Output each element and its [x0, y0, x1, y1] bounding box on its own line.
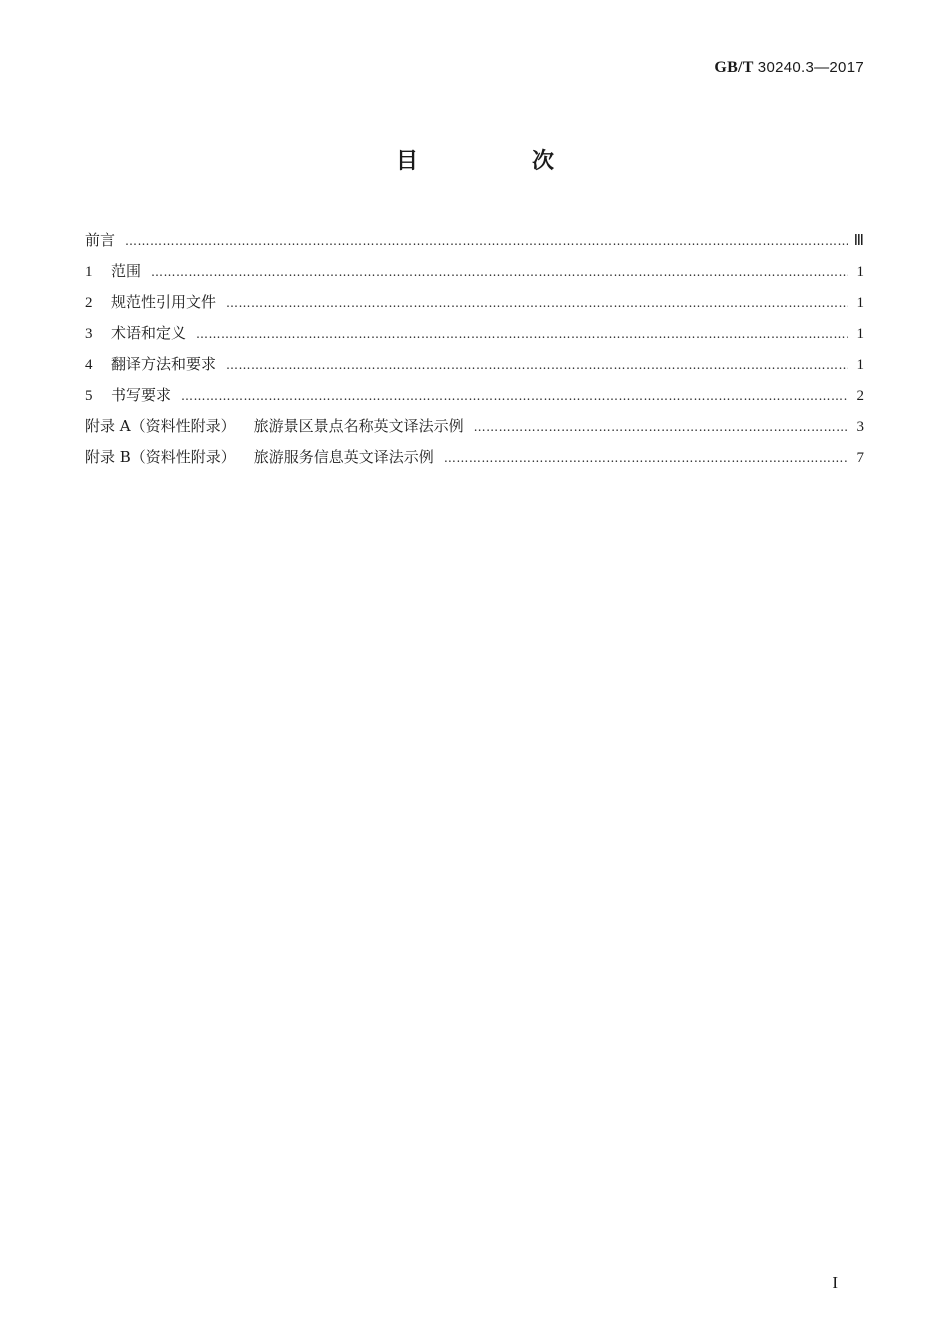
- toc-entry-label: [85, 445, 434, 469]
- toc-entry-normative-references[interactable]: [85, 290, 864, 321]
- toc-entry-terms-definitions[interactable]: [85, 321, 864, 352]
- toc-entry-page: 2: [856, 388, 864, 404]
- toc-entry-label: [85, 414, 464, 438]
- toc-entry-annex-b[interactable]: [85, 445, 864, 476]
- annex-designation: 附录 A（资料性附录）: [85, 417, 236, 435]
- toc-entry-page: 3: [856, 419, 864, 435]
- toc-entry-foreword[interactable]: [85, 228, 864, 259]
- dot-leader: [474, 415, 848, 439]
- standard-prefix: GB/T: [714, 59, 754, 76]
- table-of-contents: [85, 228, 864, 476]
- toc-entry-label: 书写要求: [111, 386, 172, 404]
- toc-entry-scope[interactable]: [85, 259, 864, 290]
- toc-entry-number: 3: [85, 326, 93, 342]
- dot-leader: [226, 291, 848, 315]
- toc-entry-label: 范围: [111, 262, 142, 280]
- dot-leader: [226, 353, 848, 377]
- toc-entry-number: 2: [85, 295, 93, 311]
- page-number: I: [832, 1273, 838, 1292]
- dot-leader: [444, 446, 848, 470]
- toc-entry-number: 1: [85, 264, 93, 280]
- toc-entry-annex-a[interactable]: [85, 414, 864, 445]
- toc-entry-label: 术语和定义: [111, 324, 187, 342]
- toc-entry-label: 规范性引用文件: [111, 293, 217, 311]
- toc-entry-writing-requirements[interactable]: [85, 383, 864, 414]
- toc-entry-number: 4: [85, 357, 93, 373]
- toc-entry-translation-methods[interactable]: [85, 352, 864, 383]
- dot-leader: [151, 260, 848, 284]
- toc-heading: 目 次: [395, 149, 600, 174]
- toc-entry-page: 1: [856, 295, 864, 311]
- dot-leader: [196, 322, 848, 346]
- toc-entry-page: 1: [856, 357, 864, 373]
- standard-code: [714, 59, 864, 77]
- toc-entry-label: 前言: [85, 231, 116, 249]
- toc-entry-label: 翻译方法和要求: [111, 355, 217, 373]
- toc-entry-page: Ⅲ: [853, 233, 864, 249]
- toc-entry-page: 1: [856, 326, 864, 342]
- annex-designation: 附录 B（资料性附录）: [85, 448, 236, 466]
- toc-entry-page: 1: [856, 264, 864, 280]
- toc-entry-number: 5: [85, 388, 93, 404]
- toc-entry-page: 7: [856, 450, 864, 466]
- dot-leader: [125, 229, 848, 253]
- dot-leader: [181, 384, 848, 408]
- standard-number: 30240.3—2017: [757, 59, 864, 76]
- annex-title: 旅游服务信息英文译法示例: [253, 448, 434, 466]
- annex-title: 旅游景区景点名称英文译法示例: [253, 417, 464, 435]
